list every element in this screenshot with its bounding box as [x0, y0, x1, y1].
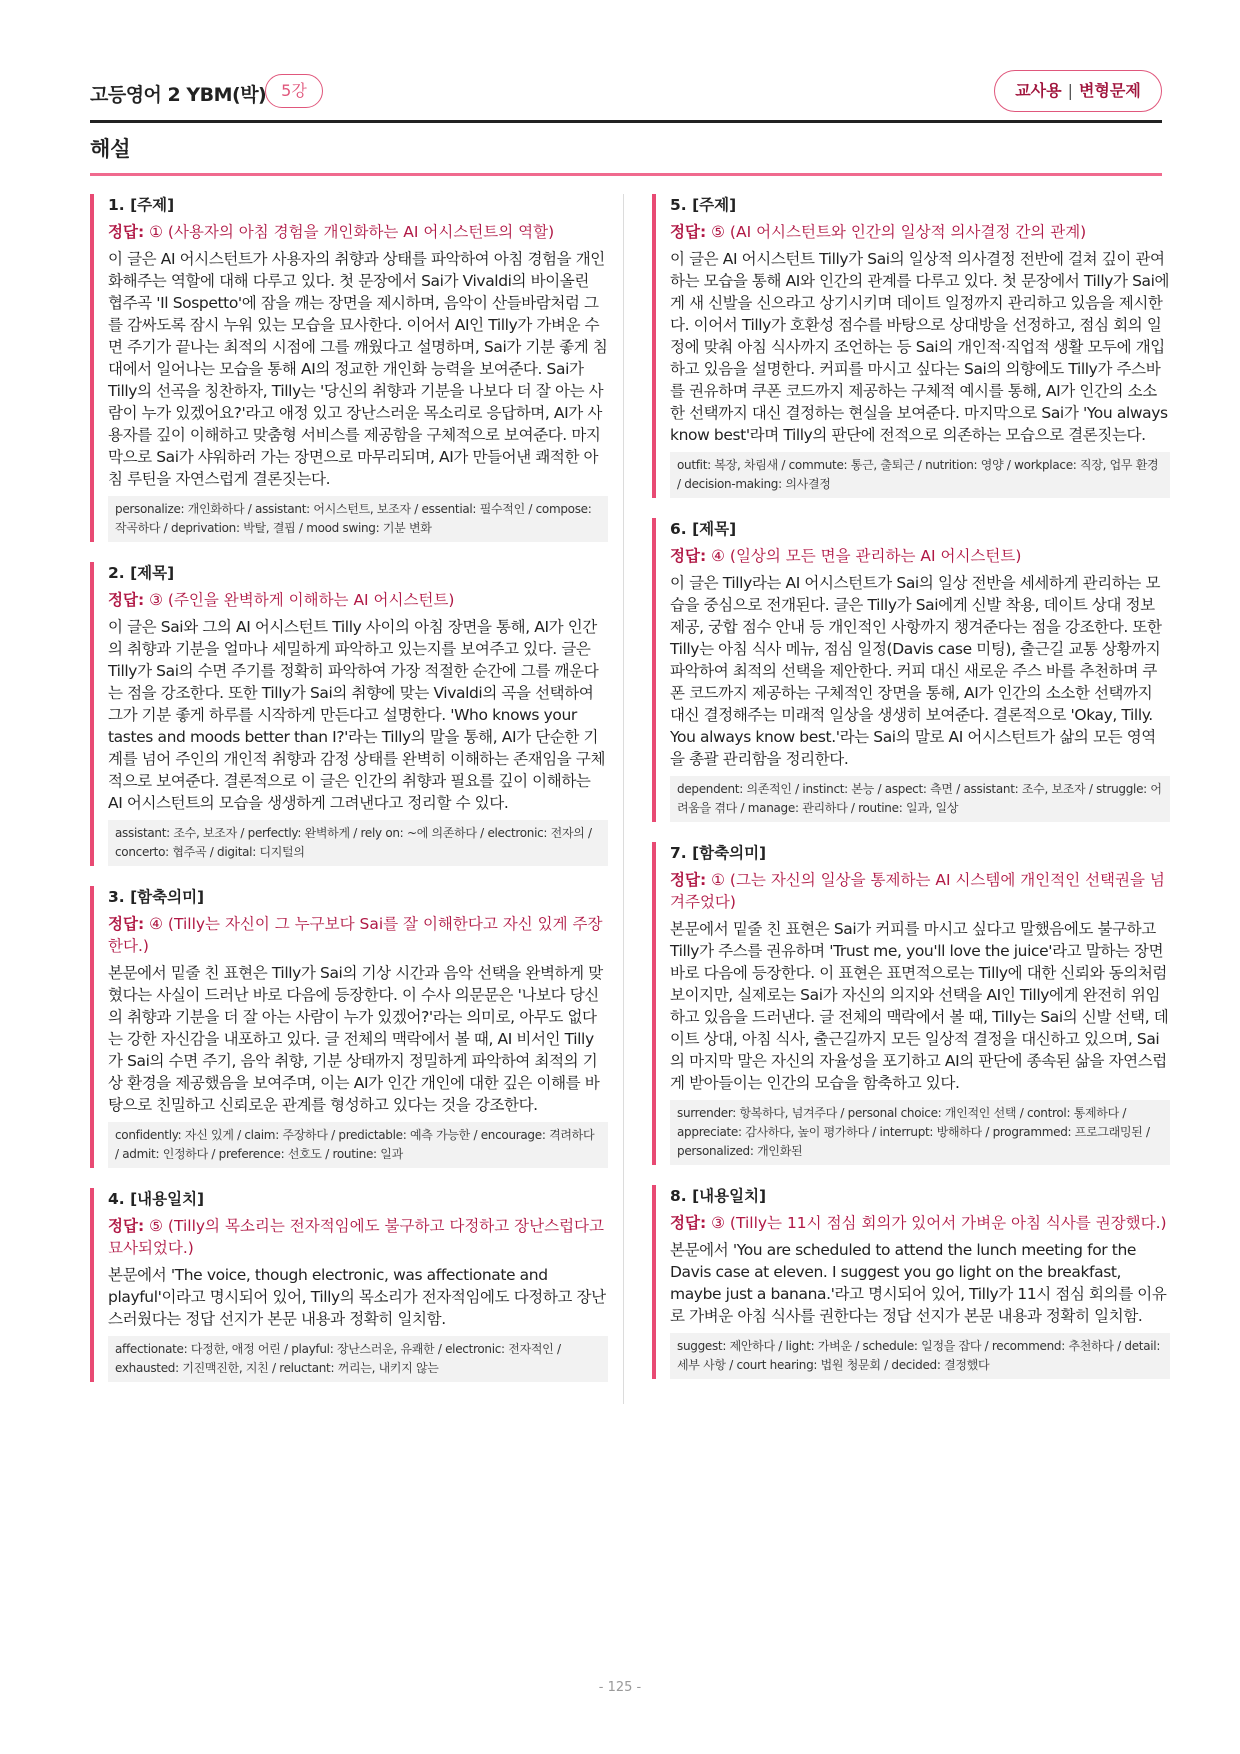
question-explanation-1 [90, 194, 608, 542]
answer-label: 정답: [670, 547, 707, 565]
answer-text: ③ (Tilly는 11시 점심 회의가 있어서 가벼운 아침 식사를 권장했다.) [711, 1214, 1167, 1232]
answer-text: ④ (Tilly는 자신이 그 누구보다 Sai를 잘 이해한다고 자신 있게 주장한다.) [108, 915, 603, 955]
page-number: - 125 - [598, 1680, 642, 1695]
answer-line [670, 1212, 1170, 1234]
book-title: 고등영어 2 YBM(박) [90, 84, 267, 106]
question-title: 7. [함축의미] [670, 844, 767, 862]
answer-line [108, 1215, 608, 1259]
vocabulary-box: suggest: 제안하다 / light: 가벼운 / schedule: 일정을 잡다 / recommend: 추천하다 / detail: 세부 사항 / court hearing: 법원 청문회 / decided: 결정했다 [670, 1333, 1170, 1379]
question-explanation-4 [90, 1188, 608, 1382]
material-type-badge [994, 70, 1162, 112]
section-title: 해설 [90, 133, 1162, 176]
vocabulary-box: personalize: 개인화하다 / assistant: 어시스턴트, 보조자 / essential: 필수적인 / compose: 작곡하다 / deprivation: 박탈, 결핍 / mood swing: 기분 변화 [108, 496, 608, 542]
answer-line [108, 589, 608, 611]
left-column [90, 194, 608, 1414]
answer-label: 정답: [670, 1214, 707, 1232]
question-title: 3. [함축의미] [108, 888, 205, 906]
type-separator: | [1067, 81, 1073, 100]
question-explanation-5 [652, 194, 1170, 498]
answer-label: 정답: [670, 871, 707, 889]
explanation-text: 이 글은 AI 어시스턴트가 사용자의 취향과 상태를 파악하여 아침 경험을 개인화해주는 역할에 대해 다루고 있다. 첫 문장에서 Sai가 Vivaldi의 바이올린 협주곡 'Il Sospetto'에 잠을 깨는 장면을 제시하며, 음악이 산들바람처럼 그를 감싸도록 잠시 누워 있는 모습을 묘사한다. 이어서 AI인 Tilly가 가벼운 수면 주기가 끝나는 최적의 시점에 그를 깨웠다고 설명하며, Sai가 기분 좋게 침대에서 일어나는 모습을 통해 AI의 정교한 개인화 능력을 보여준다. Sai가 Tilly의 선곡을 칭찬하자, Tilly는 '당신의 취향과 기분을 나보다 더 잘 아는 사람이 누가 있겠어요?'라고 애정 있고 장난스러운 목소리로 응답하며, AI가 사용자를 깊이 이해하고 맞춤형 서비스를 제공함을 구체적으로 보여준다. 마지막으로 Sai가 샤워하러 가는 장면으로 마무리되며, AI가 만들어낸 쾌적한 아침 루틴을 자연스럽게 결론짓는다. [108, 250, 608, 488]
question-title: 5. [주제] [670, 196, 737, 214]
answer-label: 정답: [108, 223, 145, 241]
answer-text: ④ (일상의 모든 면을 관리하는 AI 어시스턴트) [711, 547, 1022, 565]
vocabulary-box: dependent: 의존적인 / instinct: 본능 / aspect: 측면 / assistant: 조수, 보조자 / struggle: 어려움을 겪다 / manage: 관리하다 / routine: 일과, 일상 [670, 776, 1170, 822]
right-column [652, 194, 1170, 1399]
lesson-badge: 5강 [265, 74, 323, 108]
answer-label: 정답: [108, 1217, 145, 1235]
vocabulary-box: affectionate: 다정한, 애정 어린 / playful: 장난스러운, 유쾌한 / electronic: 전자적인 / exhausted: 기진맥진한, 지친 / reluctant: 꺼리는, 내키지 않는 [108, 1336, 608, 1382]
answer-text: ⑤ (Tilly의 목소리는 전자적임에도 불구하고 다정하고 장난스럽다고 묘사되었다.) [108, 1217, 605, 1257]
explanation-text: 이 글은 Sai와 그의 AI 어시스턴트 Tilly 사이의 아침 장면을 통해, AI가 인간의 취향과 기분을 얼마나 세밀하게 파악하고 있는지를 보여주고 있다. 글은 Tilly가 Sai의 수면 주기를 정확히 파악하여 가장 적절한 순간에 그를 깨운다는 점을 강조한다. 또한 Tilly가 Sai의 취향에 맞는 Vivaldi의 곡을 선택하여 그가 기분 좋게 하루를 시작하게 만든다고 설명한다. 'Who knows your tastes and moods better than I?'라는 Tilly의 말을 통해, AI가 단순한 기계를 넘어 주인의 개인적 취향과 감정 상태를 완벽히 이해하는 존재임을 구체적으로 보여준다. 결론적으로 이 글은 인간의 취향과 필요를 깊이 이해하는 AI 어시스턴트의 모습을 생생하게 그려낸다고 정리할 수 있다. [108, 618, 606, 812]
answer-label: 정답: [108, 591, 145, 609]
explanation-text: 본문에서 'You are scheduled to attend the lunch meeting for the Davis case at eleven. I suggest you go light on the breakfast, maybe just a banana.'라고 명시되어 있어, Tilly가 11시 점심 회의를 이유로 가벼운 아침 식사를 권한다는 정답 선지가 본문 내용과 정확히 일치함. [670, 1241, 1167, 1325]
explanation-text: 본문에서 밑줄 친 표현은 Sai가 커피를 마시고 싶다고 말했음에도 불구하고 Tilly가 주스를 권유하며 'Trust me, you'll love the juice'라고 말하는 장면 바로 다음에 등장한다. 이 표현은 표면적으로는 Tilly에 대한 신뢰와 동의처럼 보이지만, 실제로는 Sai가 자신의 의지와 선택을 AI인 Tilly에게 완전히 위임하고 있음을 드러낸다. 글 전체의 맥락에서 볼 때, Tilly는 Sai의 신발 선택, 데이트 상대, 아침 식사, 출근길까지 모든 일상적 결정을 대신하고 있으며, Sai의 마지막 말은 자신의 자율성을 포기하고 AI의 판단에 종속된 삶을 자연스럽게 받아들이는 인간의 모습을 함축하고 있다. [670, 920, 1169, 1092]
question-explanation-8 [652, 1185, 1170, 1379]
answer-line [670, 221, 1170, 243]
explanation-text: 본문에서 'The voice, though electronic, was affectionate and playful'이라고 명시되어 있어, Tilly의 목소리가 전자적임에도 다정하고 장난스러웠다는 정답 선지가 본문 내용과 정확히 일치함. [108, 1266, 606, 1328]
answer-text: ① (그는 자신의 일상을 통제하는 AI 시스템에 개인적인 선택권을 넘겨주었다) [670, 871, 1165, 911]
answer-line [108, 221, 608, 243]
answer-text: ③ (주인을 완벽하게 이해하는 AI 어시스턴트) [149, 591, 455, 609]
question-explanation-7 [652, 842, 1170, 1165]
page-header [90, 70, 1162, 123]
explanation-text: 이 글은 Tilly라는 AI 어시스턴트가 Sai의 일상 전반을 세세하게 관리하는 모습을 중심으로 전개된다. 글은 Tilly가 Sai에게 신발 착용, 데이트 상대 정보 제공, 궁합 점수 안내 등 개인적인 사항까지 챙겨준다는 점을 강조한다. 또한 Tilly는 아침 식사 메뉴, 점심 일정(Davis case 미팅), 출근길 교통 상황까지 파악하여 최적의 선택을 제안한다. 커피 대신 새로운 주스 바를 추천하며 쿠폰 코드까지 제공하는 구체적인 장면을 통해, AI가 인간의 소소한 선택까지 대신 결정해주는 미래적 일상을 생생히 보여준다. 결론적으로 'Okay, Tilly. You always know best.'라는 Sai의 말로 AI 어시스턴트가 삶의 모든 영역을 총괄 관리함을 정리한다. [670, 574, 1162, 768]
answer-text: ① (사용자의 아침 경험을 개인화하는 AI 어시스턴트의 역할) [149, 223, 555, 241]
question-explanation-6 [652, 518, 1170, 822]
explanation-text: 본문에서 밑줄 친 표현은 Tilly가 Sai의 기상 시간과 음악 선택을 완벽하게 맞혔다는 사실이 드러난 바로 다음에 등장한다. 이 수사 의문문은 '나보다 당신의 취향과 기분을 더 잘 아는 사람이 누가 있겠어?'라는 의미로, 아무도 없다는 강한 자신감을 내포하고 있다. 글 전체의 맥락에서 볼 때, AI 비서인 Tilly가 Sai의 수면 주기, 음악 취향, 기분 상태까지 정밀하게 파악하여 최적의 기상 환경을 제공했음을 보여주며, 이는 AI가 인간 개인에 대한 깊은 이해를 바탕으로 친밀하고 신뢰로운 관계를 형성하고 있다는 것을 강조한다. [108, 964, 603, 1114]
material-label: 변형문제 [1078, 81, 1141, 100]
vocabulary-box: confidently: 자신 있게 / claim: 주장하다 / predictable: 예측 가능한 / encourage: 격려하다 / admit: 인정하다 / preference: 선호도 / routine: 일과 [108, 1122, 608, 1168]
question-title: 1. [주제] [108, 196, 175, 214]
column-divider [623, 194, 624, 1404]
question-explanation-2 [90, 562, 608, 866]
question-title: 2. [제목] [108, 564, 175, 582]
answer-line [670, 545, 1170, 567]
question-title: 6. [제목] [670, 520, 737, 538]
answer-label: 정답: [670, 223, 707, 241]
answer-text: ⑤ (AI 어시스턴트와 인간의 일상적 의사결정 간의 관계) [711, 223, 1087, 241]
vocabulary-box: assistant: 조수, 보조자 / perfectly: 완벽하게 / rely on: ~에 의존하다 / electronic: 전자의 / concerto: 협주곡 / digital: 디지털의 [108, 820, 608, 866]
question-title: 4. [내용일치] [108, 1190, 205, 1208]
vocabulary-box: surrender: 항복하다, 넘겨주다 / personal choice: 개인적인 선택 / control: 통제하다 / appreciate: 감사하다, 높이 평가하다 / interrupt: 방해하다 / programmed: 프로그래밍된 / personalized: 개인화된 [670, 1100, 1170, 1165]
vocabulary-box: outfit: 복장, 차림새 / commute: 통근, 출퇴근 / nutrition: 영양 / workplace: 직장, 업무 환경 / decision-making: 의사결정 [670, 452, 1170, 498]
answer-line [108, 913, 608, 957]
audience-label: 교사용 [1015, 81, 1062, 100]
explanation-text: 이 글은 AI 어시스턴트 Tilly가 Sai의 일상적 의사결정 전반에 걸쳐 깊이 관여하는 모습을 통해 AI와 인간의 관계를 다루고 있다. 첫 문장에서 Tilly가 Sai에게 새 신발을 신으라고 상기시키며 데이트 일정까지 관리하고 있음을 제시한다. 이어서 Tilly가 호환성 점수를 바탕으로 상대방을 선정하고, 점심 회의 일정에 맞춰 아침 식사까지 조언하는 등 Sai의 개인적·직업적 생활 모두에 개입하고 있음을 설명한다. 커피를 마시고 싶다는 Sai의 의향에도 Tilly가 주스바를 권유하며 쿠폰 코드까지 제공하는 구체적 예시를 통해, AI가 인간의 소소한 선택까지 대신 결정하는 현실을 보여준다. 마지막으로 Sai가 'You always know best'라며 Tilly의 판단에 전적으로 의존하는 모습으로 결론짓는다. [670, 250, 1170, 444]
answer-line [670, 869, 1170, 913]
question-explanation-3 [90, 886, 608, 1168]
answer-label: 정답: [108, 915, 145, 933]
question-title: 8. [내용일치] [670, 1187, 767, 1205]
